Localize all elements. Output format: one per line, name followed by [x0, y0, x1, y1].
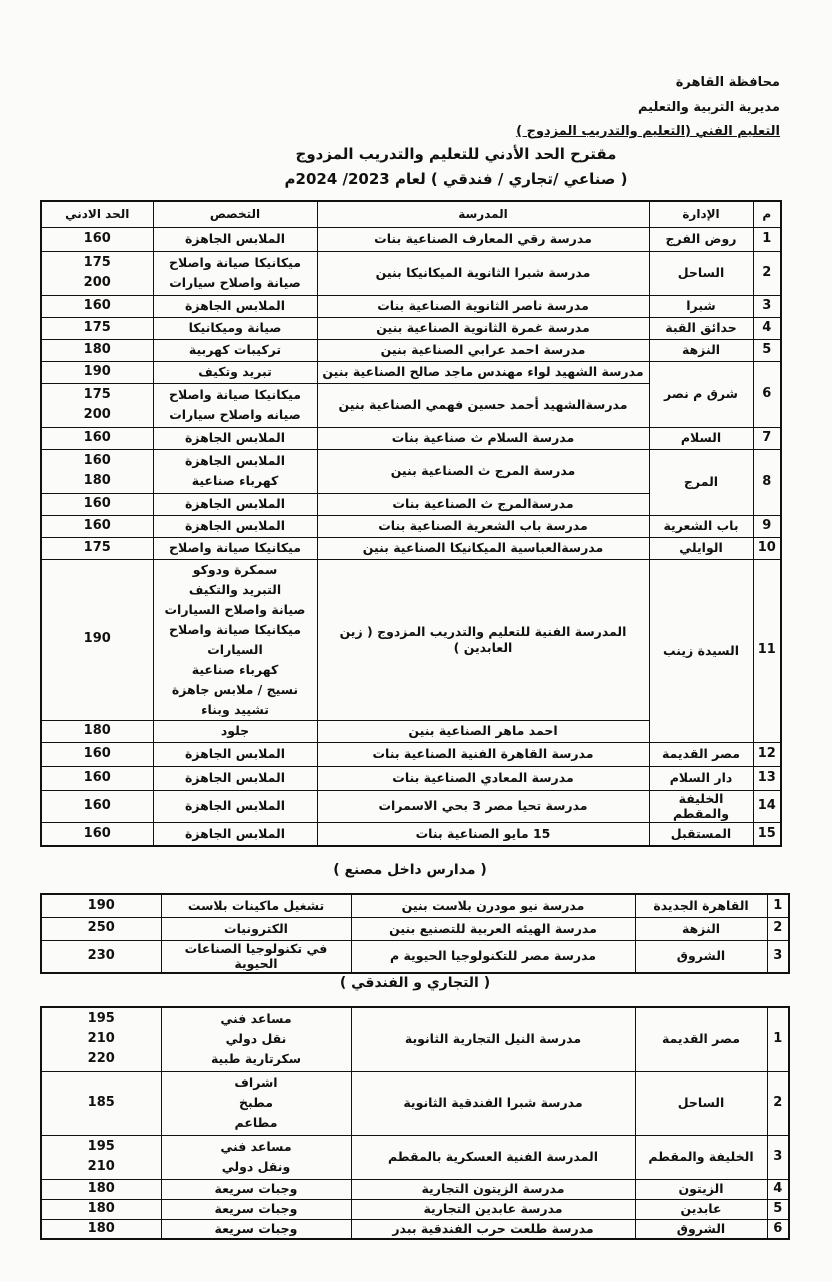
- row-school: مدرسة الشهيد لواء مهندس ماجد صالح الصناعية بنين: [317, 361, 649, 383]
- row-specialization: تشغيل ماكينات بلاست: [161, 894, 351, 917]
- row-specialization: تركيبات كهربية: [153, 339, 317, 361]
- row-admin: المرج: [649, 449, 753, 515]
- row-min-score: 175: [41, 317, 153, 339]
- row-min-score: 190: [41, 894, 161, 917]
- row-admin: شبرا: [649, 295, 753, 317]
- col-header-admin: الإدارة: [649, 201, 753, 227]
- row-min-score: 180: [41, 1199, 161, 1219]
- row-min-score: 180: [41, 1219, 161, 1239]
- cell-line: التبريد والتكيف: [188, 581, 282, 597]
- cell-line: مطاعم: [234, 1115, 278, 1130]
- cell-line: 200: [83, 407, 111, 422]
- commercial-table-body: [41, 1007, 789, 1239]
- row-admin: الوايلي: [649, 537, 753, 559]
- cell-line: ميكانيكا صيانة واصلاح: [168, 387, 302, 402]
- cell-line: 210: [87, 1031, 115, 1047]
- row-number: 6: [753, 361, 781, 427]
- row-specialization: الملابس الجاهزة: [153, 766, 317, 790]
- commercial-section-title: ( التجاري و الفندقي ): [339, 975, 491, 991]
- cell-line: السيارات: [207, 641, 263, 657]
- row-admin: المستقبل: [649, 822, 753, 846]
- row-specialization: الملابس الجاهزة: [153, 515, 317, 537]
- table-row: [41, 427, 781, 449]
- col-header-school: المدرسة: [317, 201, 649, 227]
- row-admin: دار السلام: [649, 766, 753, 790]
- row-number: 1: [767, 894, 789, 917]
- cell-line: صيانة واصلاح السيارات: [164, 601, 306, 617]
- row-admin: السلام: [649, 427, 753, 449]
- row-number: 2: [753, 251, 781, 295]
- row-admin: الساحل: [649, 251, 753, 295]
- row-admin: مصر القديمة: [635, 1007, 767, 1071]
- row-school: مدرسة السلام ث صناعية بنات: [317, 427, 649, 449]
- row-min-score: 250: [41, 917, 161, 940]
- row-school: المدرسة الفنية العسكرية بالمقطم: [351, 1135, 635, 1179]
- table-row: [41, 940, 789, 973]
- row-min-score: 180: [41, 339, 153, 361]
- row-school: مدرسة غمرة الثانوية الصناعية بنين: [317, 317, 649, 339]
- row-specialization: الملابس الجاهزة: [153, 742, 317, 766]
- cell-line: سمكرة ودوكو: [192, 561, 278, 577]
- row-school: مدرسة احمد عرابي الصناعية بنين: [317, 339, 649, 361]
- cell-line: مطبخ: [238, 1095, 274, 1110]
- row-min-score: 160: [41, 427, 153, 449]
- row-specialization: الكترونيات: [161, 917, 351, 940]
- main-table-body: [41, 227, 781, 846]
- row-admin: مصر القديمة: [649, 742, 753, 766]
- row-number: 5: [767, 1199, 789, 1219]
- row-school: المدرسة الفنية للتعليم والتدريب المزدوج ( زين العابدين ): [317, 559, 649, 720]
- table-row: [41, 251, 781, 295]
- row-number: 2: [767, 917, 789, 940]
- row-specialization: الملابس الجاهزة: [153, 227, 317, 251]
- cell-line: اشراف: [234, 1075, 278, 1090]
- cell-line: 160: [83, 453, 111, 468]
- row-specialization: [153, 251, 317, 295]
- row-specialization: الملابس الجاهزة: [153, 822, 317, 846]
- row-specialization: تبريد وتكيف: [153, 361, 317, 383]
- row-number: 14: [753, 790, 781, 822]
- row-admin: النزهة: [635, 917, 767, 940]
- table-row: [41, 559, 781, 720]
- cell-line: كهرباء صناعية: [191, 661, 279, 677]
- row-admin: الساحل: [635, 1071, 767, 1135]
- row-specialization: [161, 1007, 351, 1071]
- row-school: مدرسة الهيئه العربية للتصنيع بنين: [351, 917, 635, 940]
- row-min-score: 160: [41, 822, 153, 846]
- row-admin: عابدين: [635, 1199, 767, 1219]
- row-school: مدرسة شبرا الفندقية الثانوية: [351, 1071, 635, 1135]
- factory-section-title: ( مدارس داخل مصنع ): [333, 862, 487, 878]
- header-governorate: محافظة القاهرة: [675, 75, 780, 90]
- table-row: [41, 1135, 789, 1179]
- cell-line: صيانة واصلاح سيارات: [169, 275, 301, 290]
- main-table: [40, 200, 782, 847]
- cell-line: مساعد فني: [220, 1011, 292, 1027]
- row-admin: الشروق: [635, 1219, 767, 1239]
- cell-line: نسيج / ملابس جاهزة: [171, 681, 299, 697]
- row-school: مدرسة باب الشعرية الصناعية بنات: [317, 515, 649, 537]
- row-number: 9: [753, 515, 781, 537]
- row-number: 1: [767, 1007, 789, 1071]
- row-school: مدرسة طلعت حرب الفندقية ببدر: [351, 1219, 635, 1239]
- table-row: [41, 317, 781, 339]
- row-number: 10: [753, 537, 781, 559]
- row-number: 11: [753, 559, 781, 742]
- col-header-num: م: [753, 201, 781, 227]
- table-row: [41, 227, 781, 251]
- row-school: مدرسةالعباسية الميكانيكا الصناعية بنين: [317, 537, 649, 559]
- row-school: مدرسةالشهيد أحمد حسين فهمي الصناعية بنين: [317, 383, 649, 427]
- row-specialization: الملابس الجاهزة: [153, 295, 317, 317]
- row-specialization: وجبات سريعة: [161, 1219, 351, 1239]
- row-number: 5: [753, 339, 781, 361]
- row-school: مدرسة عابدين التجارية: [351, 1199, 635, 1219]
- row-school: مدرسة النيل التجارية الثانوية: [351, 1007, 635, 1071]
- row-min-score: 160: [41, 295, 153, 317]
- row-specialization: [153, 559, 317, 720]
- row-min-score: 160: [41, 790, 153, 822]
- row-admin: الخليفة والمقطم: [635, 1135, 767, 1179]
- commercial-table: [40, 1006, 790, 1240]
- row-admin: النزهة: [649, 339, 753, 361]
- cell-line: ميكانيكا صيانة واصلاح: [168, 621, 302, 637]
- row-number: 12: [753, 742, 781, 766]
- row-specialization: في تكنولوجيا الصناعات الحيوية: [161, 940, 351, 973]
- row-number: 4: [767, 1179, 789, 1199]
- row-admin: روض الفرج: [649, 227, 753, 251]
- table-row: [41, 295, 781, 317]
- row-number: 6: [767, 1219, 789, 1239]
- row-min-score: 160: [41, 227, 153, 251]
- row-number: 3: [767, 940, 789, 973]
- row-admin: شرق م نصر: [649, 361, 753, 427]
- row-number: 1: [753, 227, 781, 251]
- row-min-score: 180: [41, 1179, 161, 1199]
- cell-line: 180: [83, 473, 111, 488]
- row-number: 7: [753, 427, 781, 449]
- table-row: [41, 1219, 789, 1239]
- table-row: [41, 766, 781, 790]
- row-number: 8: [753, 449, 781, 515]
- row-school: مدرسة رقي المعارف الصناعية بنات: [317, 227, 649, 251]
- cell-line: نقل دولي: [225, 1031, 287, 1047]
- row-min-score: 230: [41, 940, 161, 973]
- row-specialization: ميكانيكا صيانة واصلاح: [153, 537, 317, 559]
- row-school: مدرسة مصر للتكنولوجيا الحيوية م: [351, 940, 635, 973]
- row-specialization: [153, 449, 317, 493]
- cell-line: ونقل دولي: [221, 1159, 291, 1174]
- table-row: [41, 742, 781, 766]
- table-row: [41, 361, 781, 383]
- cell-line: 175: [83, 387, 111, 402]
- row-min-score: 160: [41, 515, 153, 537]
- cell-line: صيانه واصلاح سيارات: [169, 407, 301, 422]
- factory-table: [40, 893, 790, 974]
- row-specialization: صيانة وميكانيكا: [153, 317, 317, 339]
- row-min-score: 190: [41, 559, 153, 720]
- row-number: 3: [767, 1135, 789, 1179]
- document-title: مقترح الحد الأدني للتعليم والتدريب المزدوج: [295, 145, 617, 163]
- factory-table-body: [41, 894, 789, 973]
- row-specialization: وجبات سريعة: [161, 1179, 351, 1199]
- cell-line: 175: [83, 255, 111, 270]
- row-school: مدرسة شبرا الثانوية الميكانيكا بنين: [317, 251, 649, 295]
- row-admin: حدائق القبة: [649, 317, 753, 339]
- table-row: [41, 790, 781, 822]
- document-subtitle: ( صناعي /تجاري / فندقي ) لعام 2023/ 2024م: [284, 170, 628, 188]
- row-admin: القاهرة الجديدة: [635, 894, 767, 917]
- row-admin: الشروق: [635, 940, 767, 973]
- table-row: [41, 339, 781, 361]
- row-admin: السيدة زينب: [649, 559, 753, 742]
- row-min-score: [41, 383, 153, 427]
- row-number: 15: [753, 822, 781, 846]
- row-admin: باب الشعرية: [649, 515, 753, 537]
- row-min-score: [41, 1135, 161, 1179]
- table-row: [41, 822, 781, 846]
- row-min-score: 185: [41, 1071, 161, 1135]
- row-min-score: 180: [41, 720, 153, 742]
- col-header-spec: التخصص: [153, 201, 317, 227]
- row-school: مدرسة تحيا مصر 3 بحي الاسمرات: [317, 790, 649, 822]
- header-department: التعليم الفني (التعليم والتدريب المزدوج ): [516, 124, 780, 139]
- row-min-score: 160: [41, 766, 153, 790]
- table-row: [41, 1199, 789, 1219]
- row-min-score: [41, 449, 153, 493]
- row-specialization: جلود: [153, 720, 317, 742]
- cell-line: 220: [87, 1051, 115, 1067]
- table-row: [41, 917, 789, 940]
- cell-line: ميكانيكا صيانة واصلاح: [168, 255, 302, 270]
- row-school: مدرسة نيو مودرن بلاست بنين: [351, 894, 635, 917]
- col-header-min: الحد الادني: [41, 201, 153, 227]
- table-row: [41, 537, 781, 559]
- row-school: مدرسة المعادي الصناعية بنات: [317, 766, 649, 790]
- row-school: 15 مايو الصناعية بنات: [317, 822, 649, 846]
- row-specialization: [153, 383, 317, 427]
- row-school: مدرسة القاهرة الفنية الصناعية بنات: [317, 742, 649, 766]
- cell-line: تشييد وبناء: [201, 701, 269, 717]
- cell-line: سكرتارية طبية: [210, 1051, 302, 1067]
- cell-line: مساعد فني: [220, 1139, 292, 1154]
- cell-line: كهرباء صناعية: [191, 473, 279, 488]
- row-admin: الزيتون: [635, 1179, 767, 1199]
- table-row: [41, 1071, 789, 1135]
- row-min-score: 160: [41, 493, 153, 515]
- row-school: مدرسة ناصر الثانوية الصناعية بنات: [317, 295, 649, 317]
- table-row: [41, 1179, 789, 1199]
- cell-line: 195: [87, 1139, 115, 1154]
- row-min-score: 190: [41, 361, 153, 383]
- row-number: 13: [753, 766, 781, 790]
- table-row: [41, 894, 789, 917]
- row-number: 2: [767, 1071, 789, 1135]
- row-number: 4: [753, 317, 781, 339]
- row-admin: الخليفة والمقطم: [649, 790, 753, 822]
- cell-line: 200: [83, 275, 111, 290]
- row-specialization: الملابس الجاهزة: [153, 790, 317, 822]
- table-row: [41, 515, 781, 537]
- cell-line: الملابس الجاهزة: [184, 453, 286, 468]
- header-directorate: مديرية التربية والتعليم: [637, 100, 780, 115]
- row-specialization: [161, 1135, 351, 1179]
- row-school: احمد ماهر الصناعية بنين: [317, 720, 649, 742]
- cell-line: 195: [87, 1011, 115, 1027]
- row-min-score: [41, 1007, 161, 1071]
- row-specialization: وجبات سريعة: [161, 1199, 351, 1219]
- row-number: 3: [753, 295, 781, 317]
- table-row: [41, 1007, 789, 1071]
- row-specialization: الملابس الجاهزة: [153, 493, 317, 515]
- row-min-score: 175: [41, 537, 153, 559]
- row-school: مدرسة المرج ث الصناعية بنين: [317, 449, 649, 493]
- table-row: [41, 449, 781, 493]
- cell-line: 210: [87, 1159, 115, 1174]
- row-specialization: الملابس الجاهزة: [153, 427, 317, 449]
- row-specialization: [161, 1071, 351, 1135]
- row-min-score: 160: [41, 742, 153, 766]
- row-school: مدرسةالمرج ث الصناعية بنات: [317, 493, 649, 515]
- row-school: مدرسة الزيتون التجارية: [351, 1179, 635, 1199]
- row-min-score: [41, 251, 153, 295]
